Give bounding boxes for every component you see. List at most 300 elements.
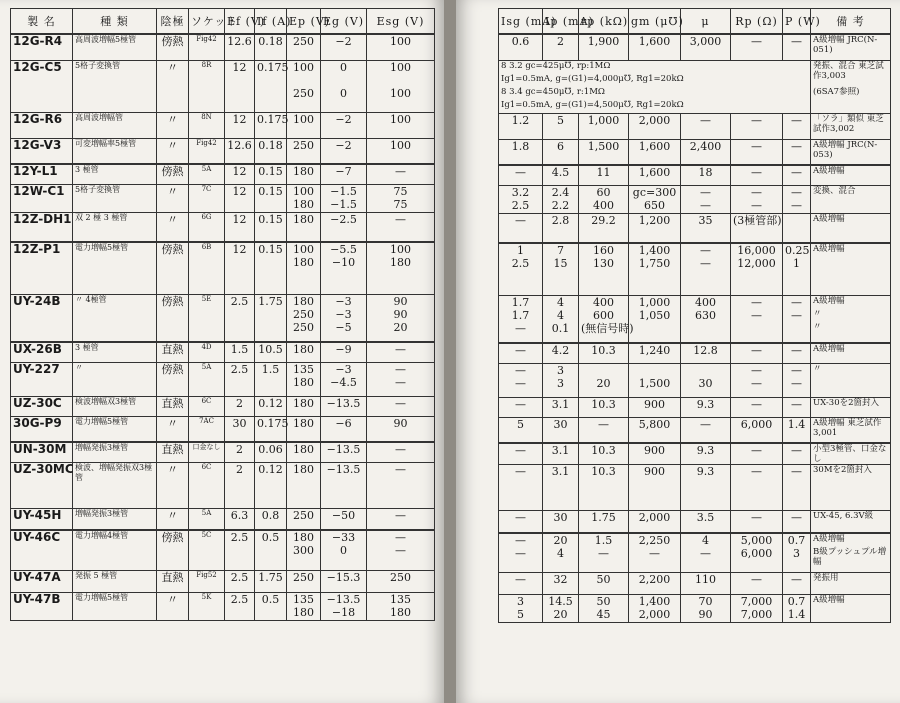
- if-cell: 0.8: [255, 508, 287, 530]
- rp-cell: 10.3: [579, 465, 629, 511]
- isg-cell-line: 3.2: [511, 185, 530, 199]
- isg-cell-line: 2.5: [511, 198, 530, 212]
- rp-cell-line: 130: [593, 257, 614, 270]
- if-cell: 0.15: [255, 242, 287, 294]
- tube-type-cell: 〃 4極管: [73, 294, 157, 342]
- power-cell: [783, 595, 811, 623]
- eg-cell-line: −33: [331, 531, 356, 544]
- load-resistance-cell: (3極管部): [731, 213, 783, 243]
- mu-cell: —: [681, 417, 731, 443]
- load-resistance-cell: —: [731, 139, 783, 165]
- right-header-cell: μ: [681, 9, 731, 35]
- ep-cell: 180: [287, 342, 321, 362]
- ep-cell: 250: [287, 34, 321, 60]
- ef-cell: 2.5: [225, 530, 255, 570]
- tube-type-cell: 高周波増幅5極管: [73, 34, 157, 60]
- if-cell: 0.12: [255, 462, 287, 508]
- mu-cell: —: [681, 113, 731, 139]
- remarks-cell: A級増幅: [811, 213, 891, 243]
- cathode-cell: 直熱: [157, 570, 189, 592]
- eg-cell: −2: [321, 34, 367, 60]
- tube-name-cell: 12G-R6: [11, 112, 73, 138]
- cathode-cell: 〃: [157, 112, 189, 138]
- power-cell: —: [783, 165, 811, 185]
- esg-cell: 100: [367, 34, 435, 60]
- left-header-cell: 製 名: [11, 9, 73, 35]
- rp-cell: [579, 185, 629, 213]
- remarks-cell: 〃: [811, 363, 891, 397]
- ep-cell: 180: [287, 416, 321, 442]
- eg-cell-line: −3: [335, 362, 352, 376]
- if-cell: 0.15: [255, 164, 287, 184]
- cathode-cell: 〃: [157, 508, 189, 530]
- rp-cell: [579, 295, 634, 343]
- ip-cell: [543, 595, 579, 623]
- cathode-cell: 傍熱: [157, 164, 189, 184]
- table-row: [499, 573, 891, 595]
- ep-cell-line: 250: [293, 86, 314, 100]
- gm-cell-line: 1,500: [638, 376, 671, 390]
- isg-cell: —: [499, 165, 543, 185]
- merged-spec-cell-line: 8 3.2 gc=425μ℧, rp:1MΩ: [501, 60, 611, 71]
- socket-cell: Fig42: [189, 34, 225, 60]
- socket-cell: 7AC: [189, 416, 225, 442]
- gm-cell-line: 1,000: [638, 295, 671, 309]
- gm-cell-line: 2,000: [638, 608, 671, 621]
- table-row: [499, 295, 891, 343]
- eg-cell: [321, 530, 367, 570]
- isg-cell: 5: [499, 417, 543, 443]
- table-row: [499, 397, 891, 417]
- ip-cell-line: 0.1: [551, 321, 570, 335]
- ef-cell: 12: [225, 164, 255, 184]
- ep-cell: 250: [287, 138, 321, 164]
- load-resistance-cell: —: [731, 343, 783, 363]
- if-cell: 0.18: [255, 34, 287, 60]
- ip-cell: 3.1: [543, 397, 579, 417]
- gm-cell: 1,200: [629, 213, 681, 243]
- esg-cell-line: 75: [393, 184, 408, 198]
- rp-cell: 1,500: [579, 139, 629, 165]
- table-row: [11, 592, 435, 620]
- cathode-cell: 直熱: [157, 396, 189, 416]
- mu-cell: 18: [681, 165, 731, 185]
- eg-cell-line: −4.5: [330, 375, 357, 389]
- cathode-cell: 直熱: [157, 442, 189, 462]
- cathode-cell: 傍熱: [157, 294, 189, 342]
- table-row: [499, 60, 891, 113]
- esg-cell: —: [367, 342, 435, 362]
- mu-cell: [681, 185, 731, 213]
- table-row: [11, 164, 435, 184]
- isg-cell-line: 1.7: [511, 295, 530, 309]
- tube-type-cell: 検波増幅双3極管: [73, 396, 157, 416]
- load-resistance-cell-line: —: [751, 376, 762, 390]
- merged-spec-cell-line: 8 3.4 gc=450μ℧, r:1MΩ: [501, 86, 605, 97]
- remarks-cell: [811, 60, 891, 113]
- esg-cell: [367, 592, 435, 620]
- book-gutter: [444, 0, 456, 703]
- merged-spec-cell: [499, 60, 811, 113]
- isg-cell: [499, 533, 543, 573]
- ip-cell-line: 20: [553, 608, 568, 621]
- power-cell-line: —: [791, 198, 802, 212]
- power-cell-line: 3: [793, 546, 800, 560]
- ep-cell-line: 250: [293, 307, 314, 321]
- rp-cell-line: 50: [596, 595, 611, 608]
- remarks-cell-line: (6SA7参照): [813, 86, 860, 97]
- esg-cell-line: 75: [393, 197, 408, 211]
- mu-cell-line: —: [700, 198, 711, 212]
- load-resistance-cell-line: —: [751, 185, 762, 199]
- tube-type-cell: 可変増幅率5極管: [73, 138, 157, 164]
- eg-cell-line: −13.5: [326, 592, 361, 606]
- socket-cell: 8N: [189, 112, 225, 138]
- eg-cell: −9: [321, 342, 367, 362]
- ip-cell: [543, 295, 579, 343]
- eg-cell-line: −1.5: [330, 197, 357, 211]
- rp-cell: 10.3: [579, 343, 629, 363]
- tube-name-cell: UY-227: [11, 362, 73, 396]
- left-header-cell: Esg (V): [367, 9, 435, 35]
- isg-cell: 1.2: [499, 113, 543, 139]
- gm-cell: [629, 243, 681, 295]
- if-cell: 1.75: [255, 294, 287, 342]
- esg-cell-line: 90: [393, 294, 408, 308]
- isg-cell: —: [499, 573, 543, 595]
- cathode-cell: 〃: [157, 60, 189, 112]
- gm-cell: [629, 595, 681, 623]
- tube-type-cell: 3 極管: [73, 342, 157, 362]
- power-cell: —: [783, 465, 811, 511]
- tube-name-cell: 12W-C1: [11, 184, 73, 212]
- table-row: [11, 138, 435, 164]
- isg-cell: [499, 243, 543, 295]
- esg-cell-line: 180: [390, 605, 411, 619]
- isg-cell-line: —: [515, 363, 526, 377]
- right-header-cell: Rp (Ω): [731, 9, 783, 35]
- gm-cell-line: [631, 322, 678, 335]
- esg-cell: [367, 242, 435, 294]
- table-row: [11, 60, 435, 112]
- eg-cell-line: 0: [340, 544, 347, 557]
- table-row: [499, 533, 891, 573]
- load-resistance-cell-line: 6,000: [740, 546, 773, 560]
- socket-cell: Fig42: [189, 138, 225, 164]
- esg-cell-line: 180: [390, 256, 411, 269]
- eg-cell-line: 0: [340, 86, 347, 100]
- ip-cell-line: 7: [557, 244, 564, 257]
- mu-cell: 3.5: [681, 511, 731, 533]
- ep-cell-line: 100: [293, 184, 314, 198]
- tube-type-cell: 電力増幅5極管: [73, 416, 157, 442]
- esg-cell: —: [367, 508, 435, 530]
- esg-cell: 250: [367, 570, 435, 592]
- merged-spec-cell-line: Ig1=0.5mA, g=(G1)=4,000μ℧, Rg1=20kΩ: [501, 73, 684, 84]
- if-cell: 0.18: [255, 138, 287, 164]
- load-resistance-cell-line: [733, 322, 780, 335]
- eg-cell-line: −5.5: [330, 243, 357, 256]
- ep-cell: [287, 60, 321, 112]
- esg-cell: 100: [367, 138, 435, 164]
- mu-cell: 110: [681, 573, 731, 595]
- right-page: [456, 0, 900, 703]
- ip-cell: [543, 185, 579, 213]
- remarks-cell-line: B級プッシュプル増幅: [813, 546, 887, 567]
- right-header-cell: gm (μ℧): [629, 9, 681, 35]
- table-row: [11, 462, 435, 508]
- power-cell: [783, 185, 811, 213]
- table-row: [11, 212, 435, 242]
- eg-cell-line: −3: [335, 307, 352, 321]
- right-header-cell: Ip (mA): [543, 9, 579, 35]
- load-resistance-cell: —: [731, 465, 783, 511]
- if-cell: 0.5: [255, 592, 287, 620]
- if-cell: 1.75: [255, 570, 287, 592]
- power-cell: 1.4: [783, 417, 811, 443]
- ip-cell-line: 4: [557, 308, 564, 322]
- cathode-cell: 〃: [157, 212, 189, 242]
- esg-cell: [367, 60, 435, 112]
- ip-cell: 3.1: [543, 465, 579, 511]
- tube-name-cell: UZ-30C: [11, 396, 73, 416]
- eg-cell-line: −1.5: [330, 184, 357, 198]
- gm-cell-line: 2,250: [638, 533, 671, 547]
- table-row: [11, 530, 435, 570]
- rp-cell-line: 160: [593, 244, 614, 257]
- socket-cell: 6C: [189, 462, 225, 508]
- tube-type-cell: 検波、増幅発振双3極管: [73, 462, 157, 508]
- rp-cell-line: 400: [593, 198, 614, 212]
- eg-cell: −6: [321, 416, 367, 442]
- table-row: [11, 508, 435, 530]
- eg-cell-line: −5: [335, 320, 352, 334]
- eg-cell: −13.5: [321, 462, 367, 508]
- rp-cell-line: —: [598, 546, 609, 560]
- isg-cell-line: —: [515, 546, 526, 560]
- remarks-cell: A級増幅: [811, 343, 891, 363]
- ip-cell: 3.1: [543, 443, 579, 465]
- power-cell: [783, 243, 811, 295]
- power-cell-line: 0.7: [787, 533, 806, 547]
- rp-cell: [579, 243, 629, 295]
- load-resistance-cell-line: —: [751, 198, 762, 212]
- load-resistance-cell-line: 7,000: [740, 595, 773, 608]
- remarks-cell: A級増幅: [811, 165, 891, 185]
- rp-cell-line: (無信号時): [581, 321, 634, 335]
- ef-cell: 12: [225, 60, 255, 112]
- left-header-cell: Eg (V): [321, 9, 367, 35]
- gm-cell: [629, 295, 681, 343]
- ef-cell: 2.5: [225, 362, 255, 396]
- isg-cell: —: [499, 511, 543, 533]
- if-cell: 0.5: [255, 530, 287, 570]
- eg-cell-line: [323, 74, 364, 87]
- tube-name-cell: UY-47B: [11, 592, 73, 620]
- socket-cell: Fig52: [189, 570, 225, 592]
- cathode-cell: 傍熱: [157, 242, 189, 294]
- right-tube-table: [498, 8, 891, 623]
- tube-name-cell: UY-45H: [11, 508, 73, 530]
- ep-cell: 180: [287, 164, 321, 184]
- rp-cell: [579, 363, 629, 397]
- tube-name-cell: UY-24B: [11, 294, 73, 342]
- esg-cell: —: [367, 164, 435, 184]
- table-row: [499, 165, 891, 185]
- power-cell: —: [783, 113, 811, 139]
- right-header-row: [499, 9, 891, 35]
- load-resistance-cell: [731, 185, 783, 213]
- esg-cell-line: [369, 74, 432, 87]
- gm-cell-line: 1,400: [638, 595, 671, 608]
- gm-cell: 2,000: [629, 113, 681, 139]
- ep-cell-line: 100: [293, 60, 314, 74]
- ep-cell: [287, 242, 321, 294]
- gm-cell: [629, 185, 681, 213]
- table-row: [11, 570, 435, 592]
- power-cell: —: [783, 443, 811, 465]
- esg-cell: —: [367, 396, 435, 416]
- power-cell-line: 0.25: [785, 244, 810, 257]
- mu-cell: 2,400: [681, 139, 731, 165]
- power-cell: —: [783, 34, 811, 60]
- ep-cell-line: [289, 74, 318, 87]
- isg-cell: [499, 295, 543, 343]
- power-cell-line: —: [791, 363, 802, 377]
- rp-cell: 11: [579, 165, 629, 185]
- rp-cell: —: [579, 417, 629, 443]
- if-cell: 0.175: [255, 112, 287, 138]
- table-row: [499, 34, 891, 60]
- table-row: [11, 396, 435, 416]
- remarks-cell-line: 発振、混合 東芝試作3,003: [813, 60, 884, 81]
- remarks-cell-line: A級増幅: [813, 295, 845, 306]
- isg-cell-line: —: [515, 376, 526, 390]
- table-row: [499, 511, 891, 533]
- eg-cell: [321, 242, 367, 294]
- left-header-cell: ソケット: [189, 9, 225, 35]
- table-row: [499, 465, 891, 511]
- ef-cell: 12: [225, 184, 255, 212]
- right-header-cell: P (W): [783, 9, 811, 35]
- ef-cell: 2: [225, 462, 255, 508]
- ef-cell: 12: [225, 112, 255, 138]
- ep-cell-line: 180: [293, 197, 314, 211]
- esg-cell-line: 90: [393, 307, 408, 321]
- table-row: [499, 113, 891, 139]
- load-resistance-cell: —: [731, 573, 783, 595]
- power-cell: [783, 213, 811, 243]
- left-header-cell: 陰極: [157, 9, 189, 35]
- gm-cell-line: 650: [644, 198, 665, 212]
- socket-cell: 5A: [189, 362, 225, 396]
- power-cell-line: —: [791, 376, 802, 390]
- ep-cell: [287, 530, 321, 570]
- mu-cell-line: 630: [695, 308, 716, 322]
- remarks-cell: A級増幅 JRC(N-053): [811, 139, 891, 165]
- ef-cell: 12.6: [225, 138, 255, 164]
- remarks-cell: A級増幅 東芝試作3,001: [811, 417, 891, 443]
- load-resistance-cell-line: 5,000: [740, 533, 773, 547]
- socket-cell: 5C: [189, 530, 225, 570]
- rp-cell: 1.75: [579, 511, 629, 533]
- mu-cell-line: 30: [698, 376, 713, 390]
- remarks-cell: [811, 295, 891, 343]
- merged-spec-cell-line: Ig1=0.5mA, g=(G1)=4,500μ℧, Rg1=20kΩ: [501, 99, 684, 110]
- tube-name-cell: 12G-C5: [11, 60, 73, 112]
- load-resistance-cell-line: 16,000: [737, 244, 776, 257]
- power-cell-line: —: [791, 185, 802, 199]
- load-resistance-cell: —: [731, 113, 783, 139]
- eg-cell-line: −18: [331, 605, 356, 619]
- remarks-cell-line: 〃: [813, 308, 822, 319]
- if-cell: 0.06: [255, 442, 287, 462]
- power-cell-line: 0.7: [787, 595, 806, 608]
- remarks-cell: A級増幅: [811, 595, 891, 623]
- table-row: [11, 34, 435, 60]
- ip-cell: [543, 363, 579, 397]
- isg-cell-line: 1: [517, 244, 524, 257]
- tube-type-cell: 3 極管: [73, 164, 157, 184]
- ef-cell: 2: [225, 442, 255, 462]
- power-cell: —: [783, 573, 811, 595]
- eg-cell: [321, 184, 367, 212]
- table-row: [11, 362, 435, 396]
- mu-cell-line: [683, 322, 728, 335]
- socket-cell: 7C: [189, 184, 225, 212]
- left-header-row: [11, 9, 435, 35]
- load-resistance-cell: [731, 595, 783, 623]
- cathode-cell: 直熱: [157, 342, 189, 362]
- rp-cell-line: [581, 364, 626, 377]
- cathode-cell: 〃: [157, 416, 189, 442]
- rp-cell: 10.3: [579, 397, 629, 417]
- mu-cell-line: 400: [695, 295, 716, 309]
- tube-name-cell: 30G-P9: [11, 416, 73, 442]
- tube-type-cell: 5格子変換管: [73, 60, 157, 112]
- ip-cell: [543, 533, 579, 573]
- rp-cell: [579, 533, 629, 573]
- tube-type-cell: 高周波増幅管: [73, 112, 157, 138]
- ip-cell: [543, 243, 579, 295]
- rp-cell-line: 600: [593, 308, 614, 322]
- isg-cell-line: 3: [517, 595, 524, 608]
- ip-cell-line: 15: [553, 257, 568, 270]
- isg-cell-line: 1.7: [511, 308, 530, 322]
- ip-cell: 4.5: [543, 165, 579, 185]
- mu-cell: [681, 243, 731, 295]
- remarks-cell: A級増幅: [811, 243, 891, 295]
- gm-cell-line: 1,750: [638, 257, 671, 270]
- ep-cell: [287, 362, 321, 396]
- tube-type-cell: 発振 5 極管: [73, 570, 157, 592]
- eg-cell-line: −10: [331, 256, 356, 269]
- esg-cell-line: 100: [390, 243, 411, 256]
- if-cell: 1.5: [255, 362, 287, 396]
- socket-cell: 5E: [189, 294, 225, 342]
- tube-name-cell: 12Z-DH1: [11, 212, 73, 242]
- gm-cell-line: [631, 364, 678, 377]
- table-row: [499, 139, 891, 165]
- isg-cell: —: [499, 443, 543, 465]
- rp-cell: 10.3: [579, 443, 629, 465]
- power-cell-line: —: [791, 308, 802, 322]
- table-row: [499, 243, 891, 295]
- ef-cell: 2: [225, 396, 255, 416]
- isg-cell: [499, 185, 543, 213]
- mu-cell: 9.3: [681, 465, 731, 511]
- ep-cell: 250: [287, 570, 321, 592]
